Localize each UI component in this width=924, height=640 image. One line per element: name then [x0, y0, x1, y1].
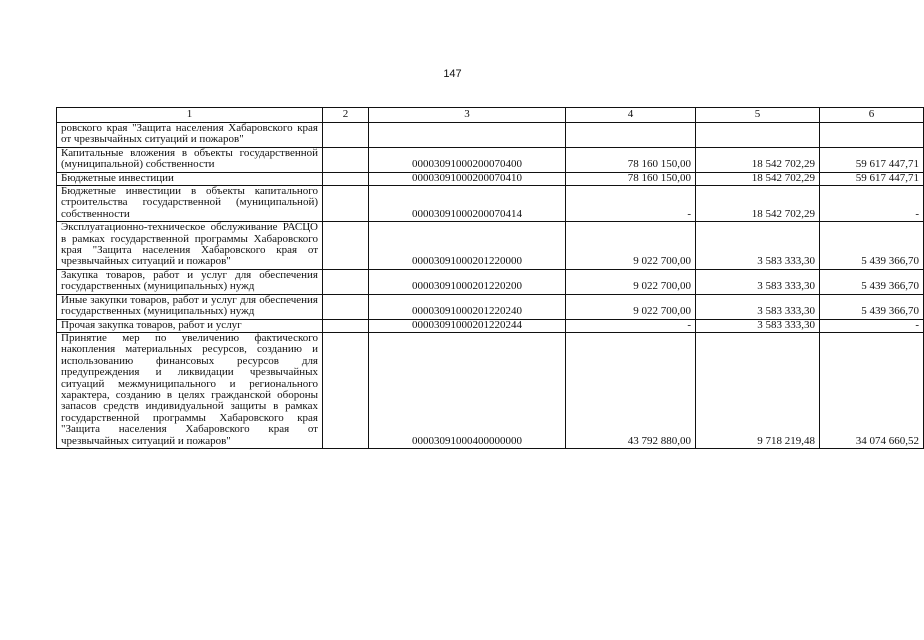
- row-name-cell: ровского края "Защита населения Хабаровского края от чрезвычайных ситуаций и пожаров": [57, 123, 323, 148]
- row-value-5-cell: 3 583 333,30: [696, 294, 820, 319]
- table-row: [57, 319, 924, 332]
- row-value-6-cell: 59 617 447,71: [820, 147, 924, 172]
- row-col2-cell: [323, 172, 369, 185]
- row-code-cell: 00003091000200070400: [369, 147, 566, 172]
- row-name-cell: Эксплуатационно-техническое обслуживание РАСЦО в рамках государственной программы Хабаровского края "Защита населения Хабаровского края от чрезвычайных ситуаций и пожаров": [57, 222, 323, 270]
- row-value-6-cell: 5 439 366,70: [820, 222, 924, 270]
- row-value-5-cell: 18 542 702,29: [696, 186, 820, 222]
- row-value-6-cell: -: [820, 186, 924, 222]
- row-col2-cell: [323, 147, 369, 172]
- row-code-cell: 00003091000200070414: [369, 186, 566, 222]
- row-name-cell: Бюджетные инвестиции в объекты капитального строительства государственной (муниципальной) собственности: [57, 186, 323, 222]
- row-code-cell: [369, 123, 566, 148]
- page-number: 147: [443, 68, 462, 80]
- row-value-6-cell: 34 074 660,52: [820, 332, 924, 448]
- row-name-cell: Закупка товаров, работ и услуг для обеспечения государственных (муниципальных) нужд: [57, 269, 323, 294]
- row-value-4-cell: 9 022 700,00: [566, 222, 696, 270]
- column-header-2: 2: [323, 108, 369, 123]
- row-code-cell: 00003091000201220240: [369, 294, 566, 319]
- table-row: [57, 269, 924, 294]
- row-col2-cell: [323, 269, 369, 294]
- table-row: [57, 222, 924, 270]
- row-value-4-cell: 9 022 700,00: [566, 294, 696, 319]
- row-value-4-cell: 9 022 700,00: [566, 269, 696, 294]
- row-value-4-cell: 43 792 880,00: [566, 332, 696, 448]
- row-value-6-cell: -: [820, 319, 924, 332]
- row-value-6-cell: [820, 123, 924, 148]
- row-col2-cell: [323, 222, 369, 270]
- row-value-5-cell: [696, 123, 820, 148]
- column-header-6: 6: [820, 108, 924, 123]
- row-code-cell: 00003091000201220200: [369, 269, 566, 294]
- column-header-3: 3: [369, 108, 566, 123]
- budget-table-body: [57, 108, 924, 449]
- row-col2-cell: [323, 123, 369, 148]
- budget-table: [56, 107, 924, 449]
- row-value-6-cell: 59 617 447,71: [820, 172, 924, 185]
- row-value-4-cell: -: [566, 319, 696, 332]
- row-col2-cell: [323, 319, 369, 332]
- column-header-4: 4: [566, 108, 696, 123]
- row-col2-cell: [323, 186, 369, 222]
- table-header-row: [57, 108, 924, 123]
- row-name-cell: Прочая закупка товаров, работ и услуг: [57, 319, 323, 332]
- table-row: [57, 123, 924, 148]
- row-value-5-cell: 3 583 333,30: [696, 269, 820, 294]
- row-name-cell: Принятие мер по увеличению фактического накопления материальных ресурсов, созданию и использованию финансовых ресурсов для предупреждения и ликвидации чрезвычайных ситуаций межмуниципального и регионального характера, созданию в целях гражданской обороны запасов средств индивидуальной защиты в рамках государственной программы Хабаровского края "Защита населения Хабаровского края от чрезвычайных ситуаций и пожаров": [57, 332, 323, 448]
- row-value-5-cell: 18 542 702,29: [696, 172, 820, 185]
- row-name-cell: Бюджетные инвестиции: [57, 172, 323, 185]
- row-code-cell: 00003091000400000000: [369, 332, 566, 448]
- row-name-cell: Капитальные вложения в объекты государственной (муниципальной) собственности: [57, 147, 323, 172]
- table-row: [57, 172, 924, 185]
- row-col2-cell: [323, 294, 369, 319]
- row-value-6-cell: 5 439 366,70: [820, 269, 924, 294]
- row-col2-cell: [323, 332, 369, 448]
- table-row: [57, 186, 924, 222]
- row-code-cell: 00003091000201220244: [369, 319, 566, 332]
- table-row: [57, 147, 924, 172]
- row-value-4-cell: [566, 123, 696, 148]
- table-row: [57, 332, 924, 448]
- row-value-4-cell: 78 160 150,00: [566, 172, 696, 185]
- row-name-cell: Иные закупки товаров, работ и услуг для обеспечения государственных (муниципальных) нужд: [57, 294, 323, 319]
- column-header-1: 1: [57, 108, 323, 123]
- row-value-5-cell: 9 718 219,48: [696, 332, 820, 448]
- row-value-5-cell: 3 583 333,30: [696, 319, 820, 332]
- row-value-6-cell: 5 439 366,70: [820, 294, 924, 319]
- table-row: [57, 294, 924, 319]
- row-value-4-cell: -: [566, 186, 696, 222]
- column-header-5: 5: [696, 108, 820, 123]
- row-value-5-cell: 3 583 333,30: [696, 222, 820, 270]
- row-value-4-cell: 78 160 150,00: [566, 147, 696, 172]
- row-value-5-cell: 18 542 702,29: [696, 147, 820, 172]
- row-code-cell: 00003091000201220000: [369, 222, 566, 270]
- row-code-cell: 00003091000200070410: [369, 172, 566, 185]
